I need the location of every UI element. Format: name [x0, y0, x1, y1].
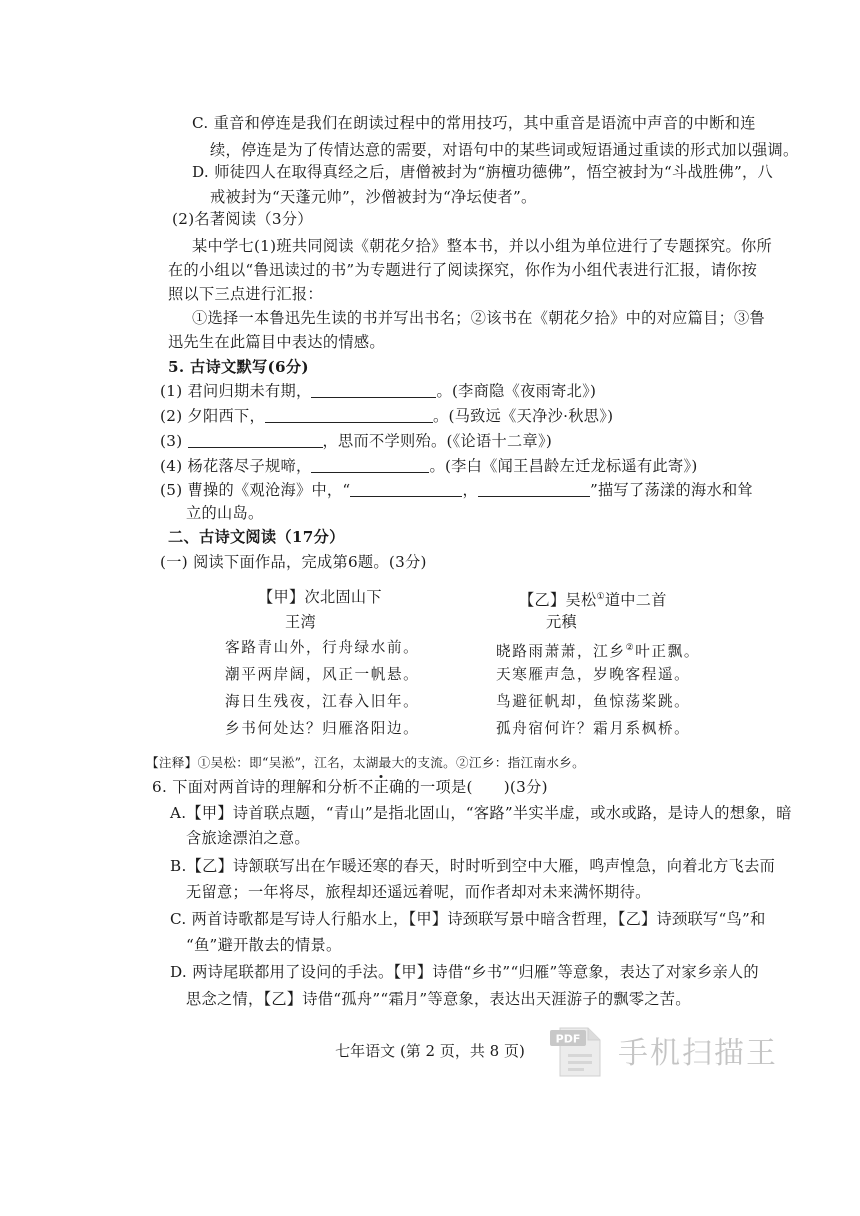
poem-yi-title [519, 586, 667, 611]
q5-item-5-blank-a[interactable] [350, 480, 462, 497]
q5-item-4 [160, 455, 698, 477]
pdf-badge-text: PDF [555, 1032, 581, 1046]
watermark-text: 手机扫描王 [618, 1036, 778, 1071]
q5-item-3-prompt: (3) [160, 432, 188, 450]
poem-yi-line-3: 鸟避征帆却，鱼惊荡桨跳。 [496, 693, 691, 710]
q4-option-c-line1: C. 重音和停连是我们在朗读过程中的常用技巧，其中重音是语流中声音的中断和连 [192, 114, 756, 132]
q5-item-5-desc: ”描写了荡漾的海水和耸 [589, 481, 753, 499]
famous-reading-para-line5: 迅先生在此篇目中表达的情感。 [168, 333, 385, 351]
poem-yi-line-1 [496, 637, 700, 663]
poem-jia-line-2: 潮平两岸阔，风正一帆悬。 [225, 666, 420, 683]
poem-jia-author: 王湾 [285, 613, 316, 631]
poem-yi-author: 元稹 [546, 613, 577, 631]
q6-option-d-line2: 思念之情，【乙】诗借“孤舟”“霜月”等意象，表达出天涯游子的飘零之苦。 [186, 990, 691, 1008]
q5-item-3-source: ，思而不学则殆。(《论语十二章》) [322, 432, 553, 450]
poem-yi-line-1-b: 叶正飘。 [635, 642, 701, 660]
famous-reading-heading: (2)名著阅读（3分） [172, 210, 313, 228]
q5-item-1 [160, 380, 596, 402]
q5-item-4-blank[interactable] [311, 456, 429, 473]
poem-jia-line-4: 乡书何处达？归雁洛阳边。 [225, 720, 420, 737]
q5-item-5-line2: 立的山岛。 [186, 504, 264, 522]
q6-option-a-line2: 含旅途漂泊之意。 [186, 829, 310, 847]
q6-stem [152, 776, 548, 798]
section2-subheading: (一) 阅读下面作品，完成第6题。(3分) [160, 553, 427, 571]
q5-item-5-separator: ， [462, 481, 478, 499]
section2-heading: 二、古诗文阅读（17分） [168, 528, 345, 546]
poem-yi-note-marker-2: ② [625, 643, 636, 653]
q6-option-a-line1: A.【甲】诗首联点题，“青山”是指北固山，“客路”半实半虚，或水或路，是诗人的想象，暗 [170, 804, 792, 822]
q6-option-b-line2: 无留意；一年将尽，旅程却还遥远着呢，而作者却对未来满怀期待。 [186, 883, 651, 901]
poem-annotation: 【注释】①吴松：即“吴淞”，江名，太湖最大的支流。②江乡：指江南水乡。 [146, 755, 585, 770]
q4-option-d-line1: D. 师徒四人在取得真经之后，唐僧被封为“旃檀功德佛”，悟空被封为“斗战胜佛”，八 [192, 163, 774, 181]
poem-yi-note-marker-1: ① [596, 592, 605, 602]
q6-option-c-line2: “鱼”避开散去的情景。 [186, 936, 342, 954]
q5-heading: 5. 古诗文默写(6分) [168, 358, 309, 376]
q5-item-2-source: 。(马致远《天净沙·秋思》) [432, 407, 614, 425]
q5-item-2-prompt: (2) 夕阳西下， [160, 407, 265, 425]
q5-item-1-prompt: (1) 君问归期未有期， [160, 382, 312, 400]
famous-reading-para-line3: 照以下三点进行汇报： [168, 285, 323, 303]
q6-stem-tail: 的一项是( )(3分) [404, 778, 548, 796]
poem-yi-title-main: 【乙】吴松 [519, 591, 597, 610]
q4-option-c-line2: 续，停连是为了传情达意的需要，对语句中的某些词或短语通过重读的形式加以强调。 [210, 141, 799, 159]
q5-item-1-blank[interactable] [311, 381, 436, 398]
poem-yi-line-4: 孤舟宿何许？霜月系枫桥。 [496, 720, 691, 737]
page-footer: 七年语文 (第 2 页，共 8 页) [335, 1042, 525, 1060]
q5-item-3-blank[interactable] [188, 431, 323, 448]
q6-option-d-line1: D. 两诗尾联都用了设问的手法。【甲】诗借“乡书”“归雁”等意象，表达了对家乡亲人的 [170, 963, 759, 981]
q6-stem-emphasis: 不正确 [358, 778, 405, 796]
q6-option-b-line1: B.【乙】诗颔联写出在乍暖还寒的春天，时时听到空中大雁，鸣声惶急，向着北方飞去而 [170, 857, 776, 875]
q5-item-5-blank-b[interactable] [478, 480, 590, 497]
q6-option-c-line1: C. 两首诗歌都是写诗人行船水上，【甲】诗颈联写景中暗含哲理，【乙】诗颈联写“鸟”和 [170, 910, 766, 928]
poem-yi-line-1-a: 晓路雨萧萧，江乡 [496, 642, 626, 660]
poem-yi-title-rest: 道中二首 [604, 591, 667, 610]
poem-jia-line-3: 海日生残夜，江春入旧年。 [225, 693, 420, 710]
famous-reading-para-line4: ①选择一本鲁迅先生读的书并写出书名；②该书在《朝花夕拾》中的对应篇目；③鲁 [192, 309, 766, 327]
q4-option-d-line2: 戒被封为“天蓬元帅”，沙僧被封为“净坛使者”。 [210, 188, 537, 206]
q5-item-4-prompt: (4) 杨花落尽子规啼， [160, 457, 312, 475]
q5-item-1-source: 。(李商隐《夜雨寄北》) [436, 382, 597, 400]
q5-item-5-prompt: (5) 曹操的《观沧海》中，“ [160, 481, 351, 499]
q5-item-5 [160, 479, 753, 501]
q5-item-2 [160, 405, 613, 427]
q5-item-4-source: 。(李白《闻王昌龄左迁龙标遥有此寄》) [429, 457, 698, 475]
q5-item-3 [160, 430, 552, 452]
poem-jia-title: 【甲】次北固山下 [258, 588, 382, 606]
poem-yi-line-2: 天寒雁声急，岁晚客程遥。 [496, 666, 691, 683]
pdf-file-icon [548, 1020, 606, 1080]
q5-item-2-blank[interactable] [265, 406, 433, 423]
famous-reading-para-line2: 在的小组以“鲁迅读过的书”为专题进行了阅读探究，你作为小组代表进行汇报，请你按 [168, 261, 758, 279]
poem-jia-line-1: 客路青山外，行舟绿水前。 [225, 639, 420, 656]
famous-reading-para-line1: 某中学七(1)班共同阅读《朝花夕拾》整本书，并以小组为单位进行了专题探究。你所 [192, 237, 772, 255]
q6-stem-text: 6. 下面对两首诗的理解和分析 [152, 778, 359, 796]
